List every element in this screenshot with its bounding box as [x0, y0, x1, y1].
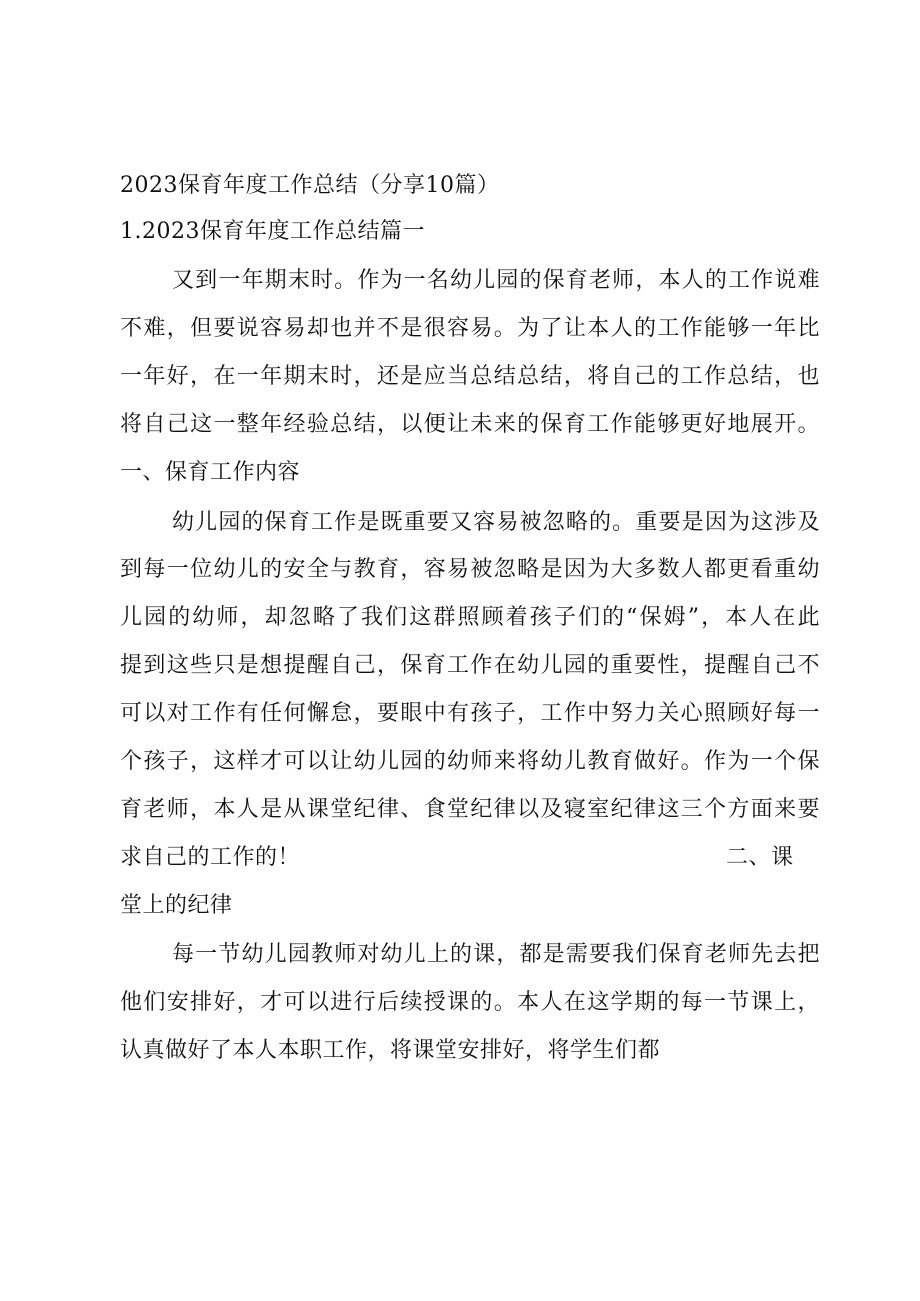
paragraph-2-line-7: 育老师，本人是从课堂纪律、食堂纪律以及寝室纪律这三个方面来要: [120, 797, 820, 822]
paragraph-3-line-1: 每一节幼儿园教师对幼儿上的课，都是需要我们保育老师先去把: [172, 942, 820, 967]
paragraph-2-line-2: 到每一位幼儿的安全与教育，容易被忽略是因为大多数人都更看重幼: [120, 557, 820, 582]
section-heading: 1.2023保育年度工作总结篇一: [120, 219, 425, 244]
paragraph-3-line-3: 认真做好了本人本职工作，将课堂安排好，将学生们都: [120, 1038, 661, 1063]
paragraph-1-line-1: 又到一年期末时。作为一名幼儿园的保育老师，本人的工作说难: [172, 268, 820, 293]
paragraph-1-line-2: 不难，但要说容易却也并不是很容易。为了让本人的工作能够一年比: [120, 316, 820, 341]
heading-2-start: 二、课: [726, 845, 794, 870]
paragraph-1-line-3: 一年好，在一年期末时，还是应当总结总结，将自己的工作总结，也: [120, 364, 820, 389]
heading-2-end: 堂上的纪律: [120, 893, 233, 918]
paragraph-3-line-2: 他们安排好，才可以进行后续授课的。本人在这学期的每一节课上，: [120, 990, 820, 1015]
paragraph-1-line-4: 将自己这一整年经验总结，以便让未来的保育工作能够更好地展开。: [120, 412, 820, 437]
heading-1: 一、保育工作内容: [120, 460, 301, 485]
paragraph-2-line-6: 个孩子，这样才可以让幼儿园的幼师来将幼儿教育做好。作为一个保: [120, 749, 820, 774]
paragraph-2-line-1: 幼儿园的保育工作是既重要又容易被忽略的。重要是因为这涉及: [172, 510, 820, 535]
paragraph-2-line-3: 儿园的幼师，却忽略了我们这群照顾着孩子们的“保姆”，本人在此: [120, 605, 820, 630]
paragraph-2-line-8: 求自己的工作的！: [120, 845, 301, 870]
paragraph-2-line-4: 提到这些只是想提醒自己，保育工作在幼儿园的重要性，提醒自己不: [120, 653, 820, 678]
document-title: 2023保育年度工作总结（分享10篇）: [120, 173, 500, 198]
paragraph-2-line-5: 可以对工作有任何懈怠，要眼中有孩子，工作中努力关心照顾好每一: [120, 701, 820, 726]
